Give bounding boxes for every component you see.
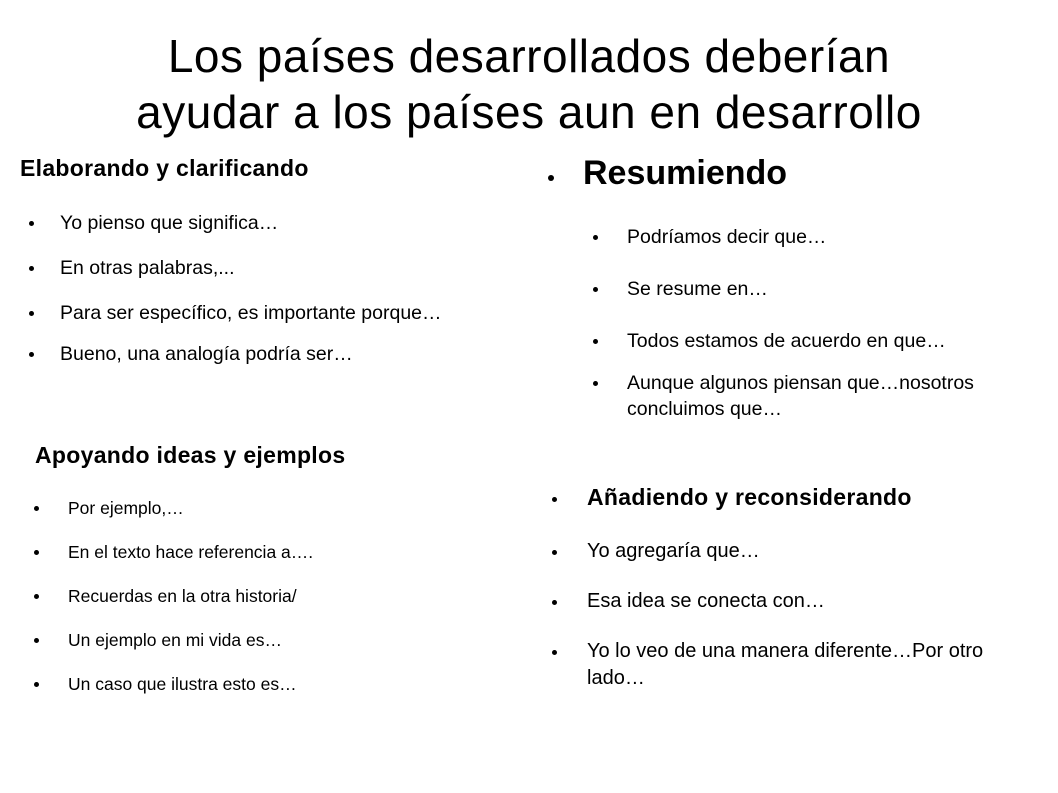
heading-anadiendo: Añadiendo y reconsiderando bbox=[587, 484, 912, 510]
list-item: Bueno, una analogía podría ser… bbox=[60, 341, 490, 367]
list-item: Yo lo veo de una manera diferente…Por otro lado… bbox=[587, 638, 1027, 692]
list-item: Podríamos decir que… bbox=[627, 224, 1047, 250]
list-item: Yo pienso que significa… bbox=[60, 210, 490, 236]
slide-title-line-1: Los países desarrollados deberían bbox=[167, 30, 891, 82]
heading-resumiendo: Resumiendo bbox=[583, 154, 788, 192]
list-item: Se resume en… bbox=[627, 276, 1047, 302]
list-item: Por ejemplo,… bbox=[68, 497, 468, 519]
heading-elaborando: Elaborando y clarificando bbox=[20, 155, 309, 181]
list-item: Todos estamos de acuerdo en que… bbox=[627, 328, 1047, 354]
list-item: Recuerdas en la otra historia/ bbox=[68, 585, 468, 607]
list-item: En el texto hace referencia a…. bbox=[68, 541, 468, 563]
slide-title-line-2: ayudar a los países aun en desarrollo bbox=[136, 86, 922, 138]
heading-apoyando: Apoyando ideas y ejemplos bbox=[35, 442, 346, 468]
list-resumiendo bbox=[627, 224, 1047, 448]
list-item: En otras palabras,... bbox=[60, 255, 490, 281]
list-item: Esa idea se conecta con… bbox=[587, 588, 1027, 615]
list-item: Yo agregaría que… bbox=[587, 538, 1027, 565]
list-anadiendo bbox=[587, 538, 1027, 715]
list-item: Un ejemplo en mi vida es… bbox=[68, 629, 468, 651]
list-elaborando bbox=[60, 210, 490, 386]
list-apoyando bbox=[68, 497, 468, 717]
slide-title bbox=[0, 28, 1058, 140]
list-item: Un caso que ilustra esto es… bbox=[68, 673, 468, 695]
list-item: Aunque algunos piensan que…nosotros concluimos que… bbox=[627, 370, 1047, 422]
list-item: Para ser específico, es importante porque… bbox=[60, 300, 490, 326]
